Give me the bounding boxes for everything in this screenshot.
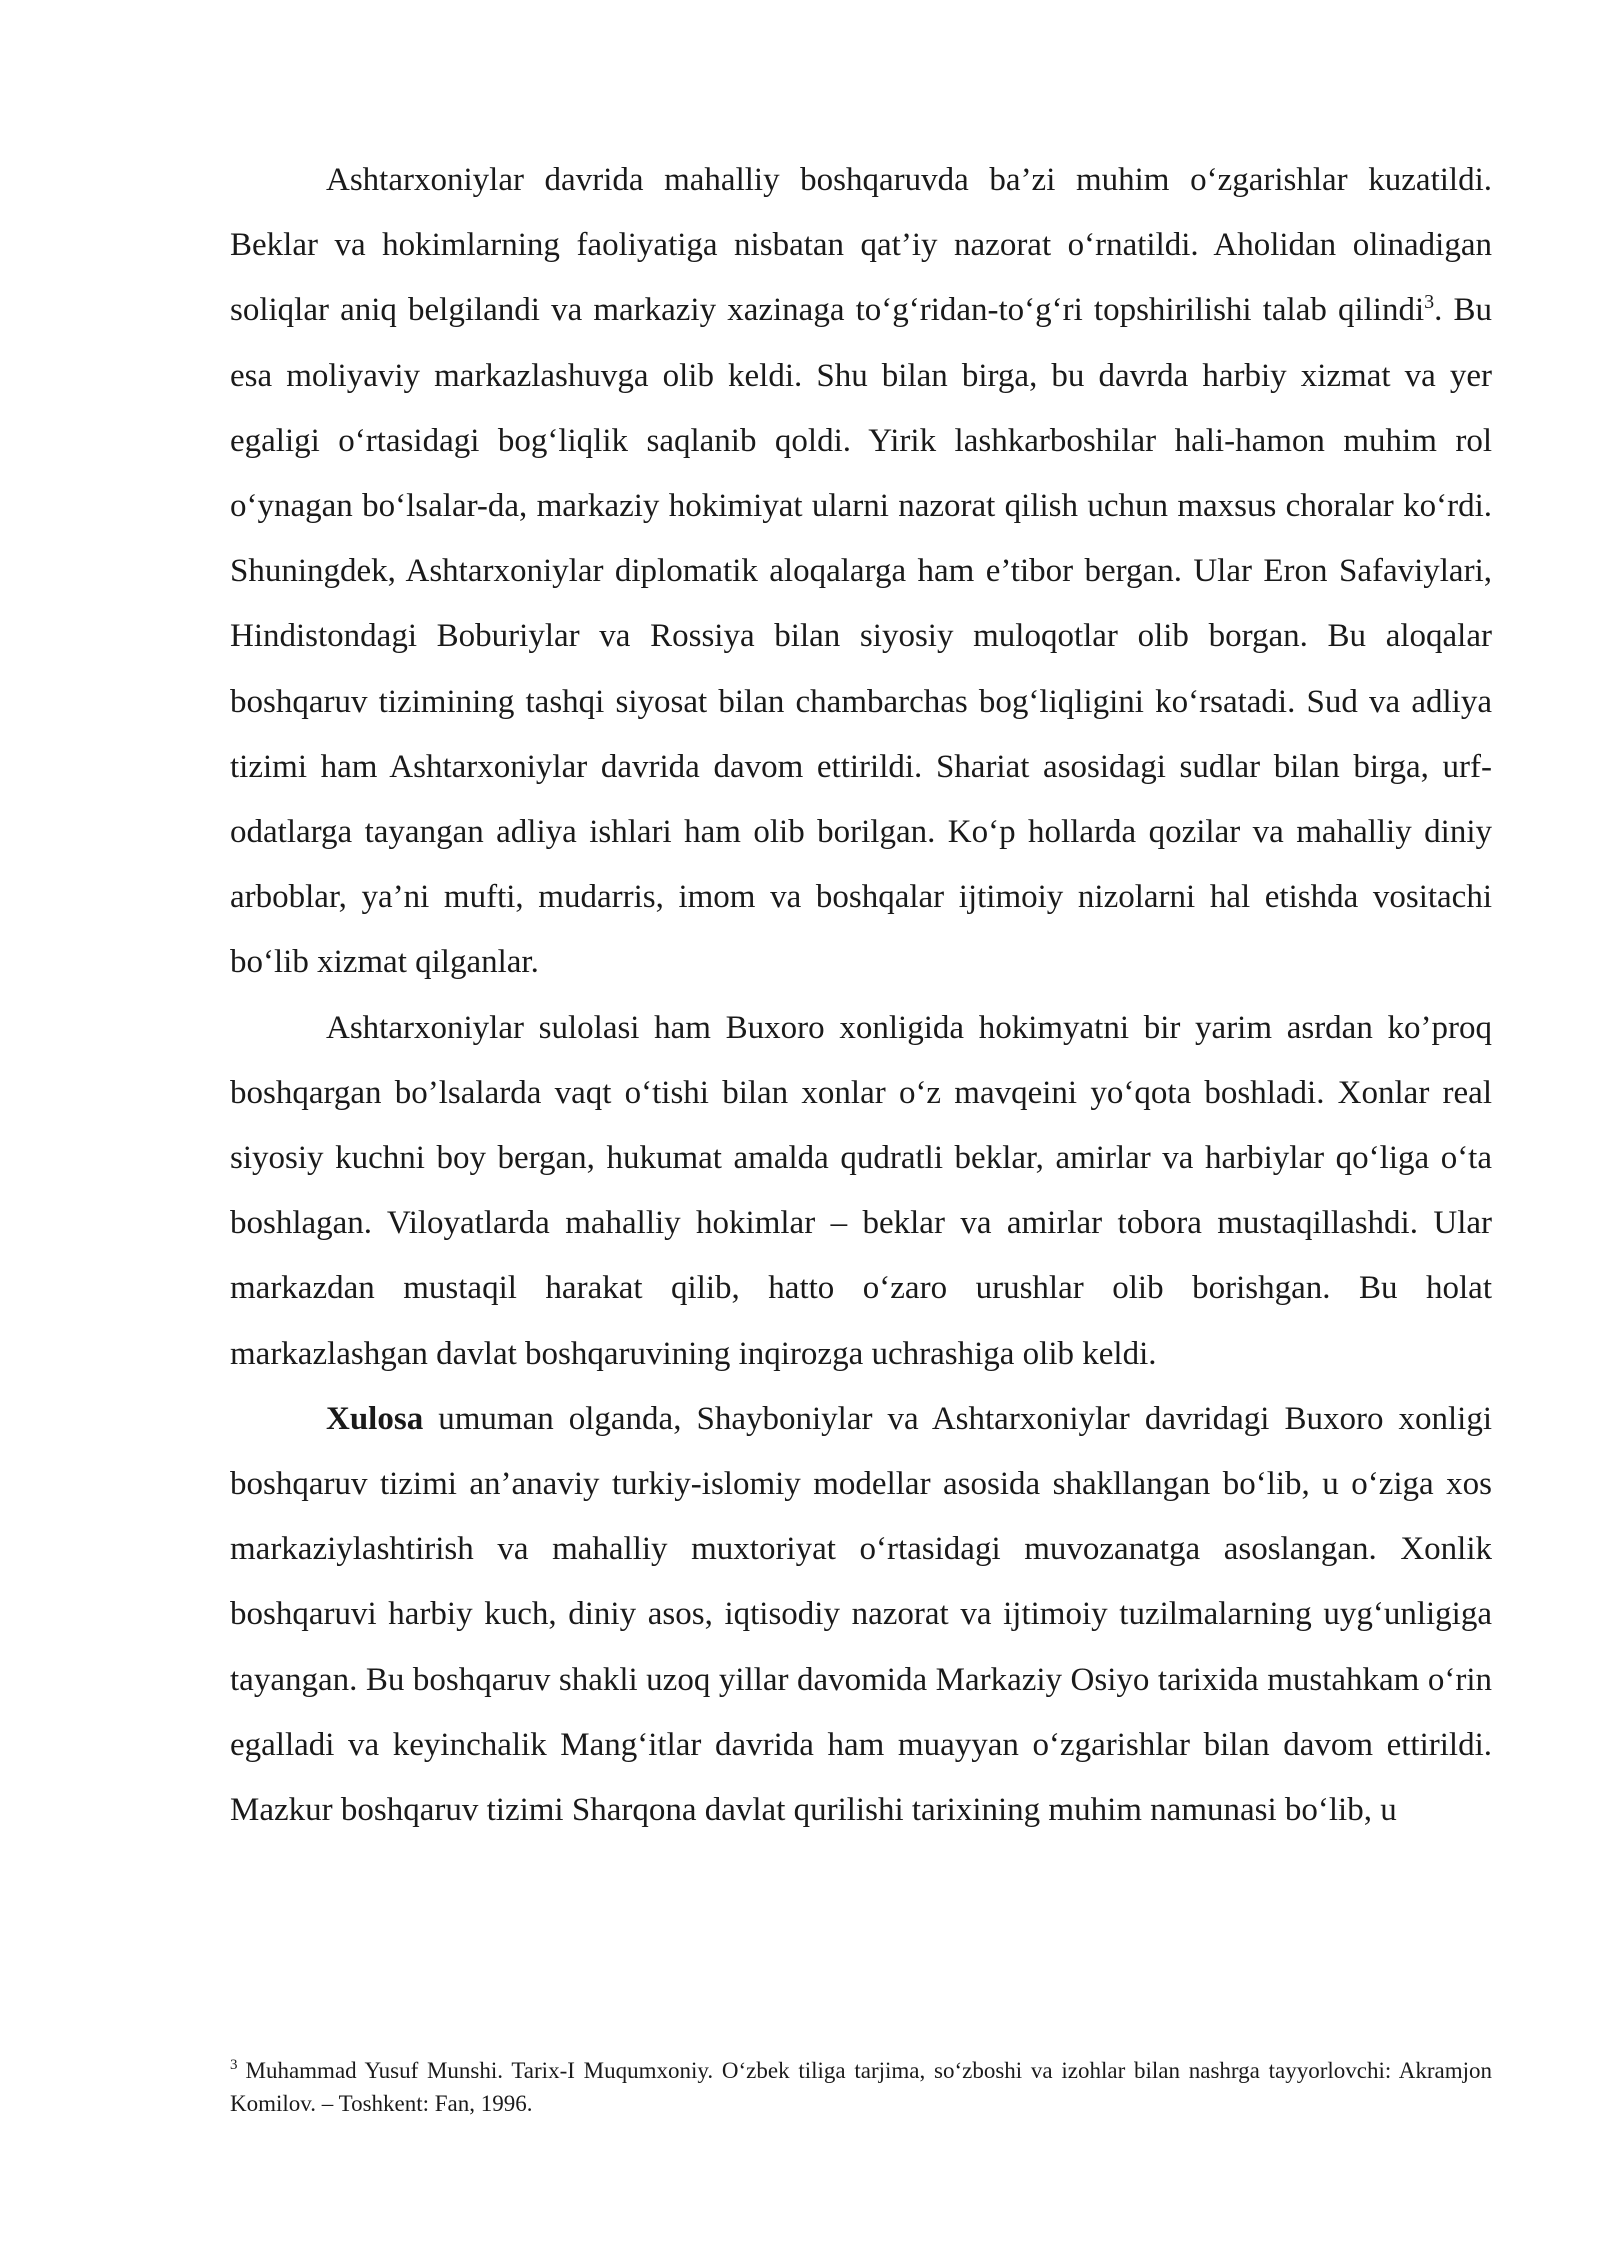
footnote-reference[interactable]: 3 bbox=[1424, 291, 1435, 314]
paragraph-2 bbox=[230, 996, 1492, 1387]
paragraph-3 bbox=[230, 1387, 1492, 1843]
paragraph-1-text-a: Ashtarxoniylar davrida mahalliy boshqaruvda ba’zi muhim o‘zgarishlar kuzatildi. Beklar va hokimlarning faoliyatiga nisbatan qat’iy nazorat o‘rnatildi. Aholidan olinadigan soliqlar aniq belgilandi va markaziy xazinaga to‘g‘ridan-to‘g‘ri topshirilishi talab qilindi bbox=[230, 162, 1492, 329]
paragraph-3-text: umuman olganda, Shayboniylar va Ashtarxoniylar davridagi Buxoro xonligi boshqaruv tizimi an’anaviy turkiy-islomiy modellar asosida shakllangan bo‘lib, u o‘ziga xos markaziylashtirish va mahalliy muxtoriyat o‘rtasidagi muvozanatga asoslangan. Xonlik boshqaruvi harbiy kuch, diniy asos, iqtisodiy nazorat va ijtimoiy tuzilmalarning uyg‘unligiga tayangan. Bu boshqaruv shakli uzoq yillar davomida Markaziy Osiyo tarixida mustahkam o‘rin egalladi va keyinchalik Mang‘itlar davrida ham muayyan o‘zgarishlar bilan davom ettirildi. Mazkur boshqaruv tizimi Sharqona davlat qurilishi tarixining muhim namunasi bo‘lib, u bbox=[230, 1400, 1492, 1829]
paragraph-1-text-b: . Bu esa moliyaviy markazlashuvga olib keldi. Shu bilan birga, bu davrda harbiy xizmat va yer egaligi o‘rtasidagi bog‘liqlik saqlanib qoldi. Yirik lashkarboshilar hali-hamon muhim rol o‘ynagan bo‘lsalar-da, markaziy hokimiyat ularni nazorat qilish uchun maxsus choralar ko‘rdi. Shuningdek, Ashtarxoniylar diplomatik aloqalarga ham e’tibor bergan. Ular Eron Safaviylari, Hindistondagi Boburiylar va Rossiya bilan siyosiy muloqotlar olib borgan. Bu aloqalar boshqaruv tizimining tashqi siyosat bilan chambarchas bog‘liqligini ko‘rsatadi. Sud va adliya tizimi ham Ashtarxoniylar davrida davom ettirildi. Shariat asosidagi sudlar bilan birga, urf-odatlarga tayangan adliya ishlari ham olib borilgan. Ko‘p hollarda qozilar va mahalliy diniy arboblar, ya’ni mufti, mudarris, imom va boshqalar ijtimoiy nizolarni hal etishda vositachi bo‘lib xizmat qilganlar. bbox=[230, 292, 1492, 981]
footnote-text: Muhammad Yusuf Munshi. Tarix-I Muqumxoniy. O‘zbek tiliga tarjima, so‘zboshi va izohlar bilan nashrga tayyorlovchi: Akramjon Komilov. – Toshkent: Fan, 1996. bbox=[230, 2058, 1492, 2116]
conclusion-heading: Xulosa bbox=[326, 1400, 424, 1437]
footnote-number: 3 bbox=[230, 2057, 238, 2074]
footnote bbox=[230, 2054, 1492, 2120]
paragraph-1 bbox=[230, 148, 1492, 996]
paragraph-2-text: Ashtarxoniylar sulolasi ham Buxoro xonligida hokimyatni bir yarim asrdan ko’proq boshqargan bo’lsalarda vaqt o‘tishi bilan xonlar o‘z mavqeini yo‘qota boshladi. Xonlar real siyosiy kuchni boy bergan, hukumat amalda qudratli beklar, amirlar va harbiylar qo‘liga o‘ta boshlagan. Viloyatlarda mahalliy hokimlar – beklar va amirlar tobora mustaqillashdi. Ular markazdan mustaqil harakat qilib, hatto o‘zaro urushlar olib borishgan. Bu holat markazlashgan davlat boshqaruvining inqirozga uchrashiga olib keldi. bbox=[230, 1009, 1492, 1372]
body-text bbox=[230, 148, 1492, 1843]
